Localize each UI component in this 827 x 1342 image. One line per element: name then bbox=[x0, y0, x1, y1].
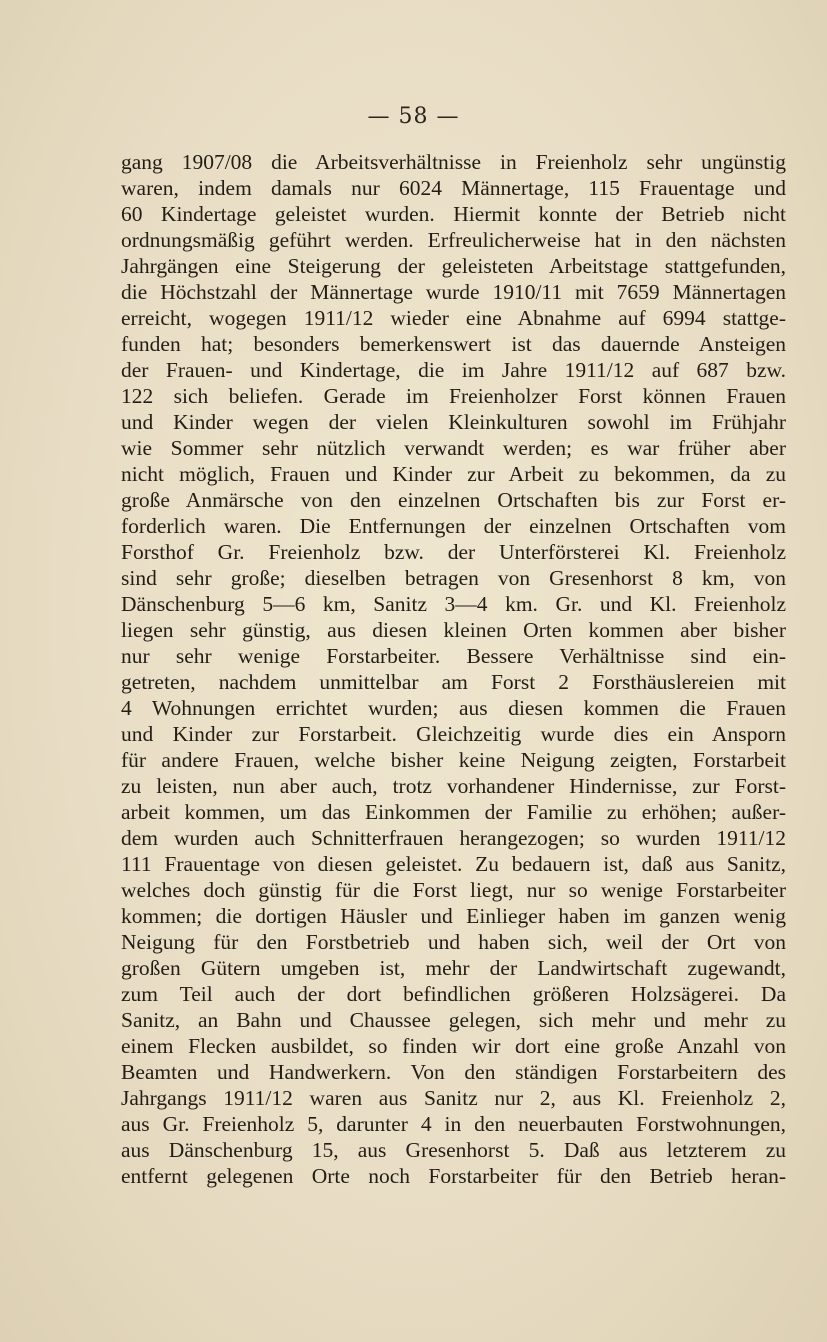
text-line: welches doch günstig für die Forst liegt, nur so wenige Forstarbeiter bbox=[121, 878, 786, 902]
text-line: nur sehr wenige Forstarbeiter. Bessere Verhältnisse sind ein- bbox=[121, 644, 786, 668]
text-line: nicht möglich, Frauen und Kinder zur Arbeit zu bekommen, da zu bbox=[121, 462, 786, 486]
text-line: Forsthof Gr. Freienholz bzw. der Unterförsterei Kl. Freienholz bbox=[121, 540, 786, 564]
text-line: und Kinder wegen der vielen Kleinkulturen sowohl im Frühjahr bbox=[121, 410, 786, 434]
text-line: große Anmärsche von den einzelnen Ortschaften bis zur Forst er- bbox=[121, 488, 786, 512]
text-line: waren, indem damals nur 6024 Männertage, 115 Frauentage und bbox=[121, 176, 786, 200]
text-line: Jahrgangs 1911/12 waren aus Sanitz nur 2, aus Kl. Freienholz 2, bbox=[121, 1086, 786, 1110]
text-line: forderlich waren. Die Entfernungen der einzelnen Ortschaften vom bbox=[121, 514, 786, 538]
text-line: aus Dänschenburg 15, aus Gresenhorst 5. Daß aus letzterem zu bbox=[121, 1138, 786, 1162]
body-text bbox=[121, 149, 786, 1189]
text-line: erreicht, wogegen 1911/12 wieder eine Abnahme auf 6994 stattge- bbox=[121, 306, 786, 330]
text-line: arbeit kommen, um das Einkommen der Familie zu erhöhen; außer- bbox=[121, 800, 786, 824]
text-line: getreten, nachdem unmittelbar am Forst 2 Forsthäuslereien mit bbox=[121, 670, 786, 694]
text-line: gang 1907/08 die Arbeitsverhältnisse in Freienholz sehr ungünstig bbox=[121, 150, 786, 174]
text-line: großen Gütern umgeben ist, mehr der Landwirtschaft zugewandt, bbox=[121, 956, 786, 980]
text-line: zum Teil auch der dort befindlichen größeren Holzsägerei. Da bbox=[121, 982, 786, 1006]
text-line: einem Flecken ausbildet, so finden wir dort eine große Anzahl von bbox=[121, 1034, 786, 1058]
text-line: 122 sich beliefen. Gerade im Freienholzer Forst können Frauen bbox=[121, 384, 786, 408]
text-line: die Höchstzahl der Männertage wurde 1910/11 mit 7659 Männertagen bbox=[121, 280, 786, 304]
text-line: liegen sehr günstig, aus diesen kleinen Orten kommen aber bisher bbox=[121, 618, 786, 642]
text-line: Jahrgängen eine Steigerung der geleisteten Arbeitstage stattgefunden, bbox=[121, 254, 786, 278]
text-line: wie Sommer sehr nützlich verwandt werden; es war früher aber bbox=[121, 436, 786, 460]
page-number: — 58 — bbox=[367, 104, 460, 129]
text-line: dem wurden auch Schnitterfrauen herangezogen; so wurden 1911/12 bbox=[121, 826, 786, 850]
text-line: und Kinder zur Forstarbeit. Gleichzeitig wurde dies ein Ansporn bbox=[121, 722, 786, 746]
text-line: Neigung für den Forstbetrieb und haben sich, weil der Ort von bbox=[121, 930, 786, 954]
text-line: zu leisten, nun aber auch, trotz vorhandener Hindernisse, zur Forst- bbox=[121, 774, 786, 798]
text-line: 111 Frauentage von diesen geleistet. Zu bedauern ist, daß aus Sanitz, bbox=[121, 852, 786, 876]
text-line: Beamten und Handwerkern. Von den ständigen Forstarbeitern des bbox=[121, 1060, 786, 1084]
text-line: sind sehr große; dieselben betragen von Gresenhorst 8 km, von bbox=[121, 566, 786, 590]
text-line: für andere Frauen, welche bisher keine Neigung zeigten, Forstarbeit bbox=[121, 748, 786, 772]
text-line: der Frauen- und Kindertage, die im Jahre 1911/12 auf 687 bzw. bbox=[121, 358, 786, 382]
text-line: kommen; die dortigen Häusler und Einlieger haben im ganzen wenig bbox=[121, 904, 786, 928]
text-line: funden hat; besonders bemerkenswert ist das dauernde Ansteigen bbox=[121, 332, 786, 356]
text-line: Sanitz, an Bahn und Chaussee gelegen, sich mehr und mehr zu bbox=[121, 1008, 786, 1032]
text-line: 4 Wohnungen errichtet wurden; aus diesen kommen die Frauen bbox=[121, 696, 786, 720]
text-line: 60 Kindertage geleistet wurden. Hiermit konnte der Betrieb nicht bbox=[121, 202, 786, 226]
text-line: Dänschenburg 5—6 km, Sanitz 3—4 km. Gr. und Kl. Freienholz bbox=[121, 592, 786, 616]
text-line: aus Gr. Freienholz 5, darunter 4 in den neuerbauten Forstwohnungen, bbox=[121, 1112, 786, 1136]
text-line: entfernt gelegenen Orte noch Forstarbeiter für den Betrieb heran- bbox=[121, 1164, 786, 1188]
text-line: ordnungsmäßig geführt werden. Erfreulicherweise hat in den nächsten bbox=[121, 228, 786, 252]
